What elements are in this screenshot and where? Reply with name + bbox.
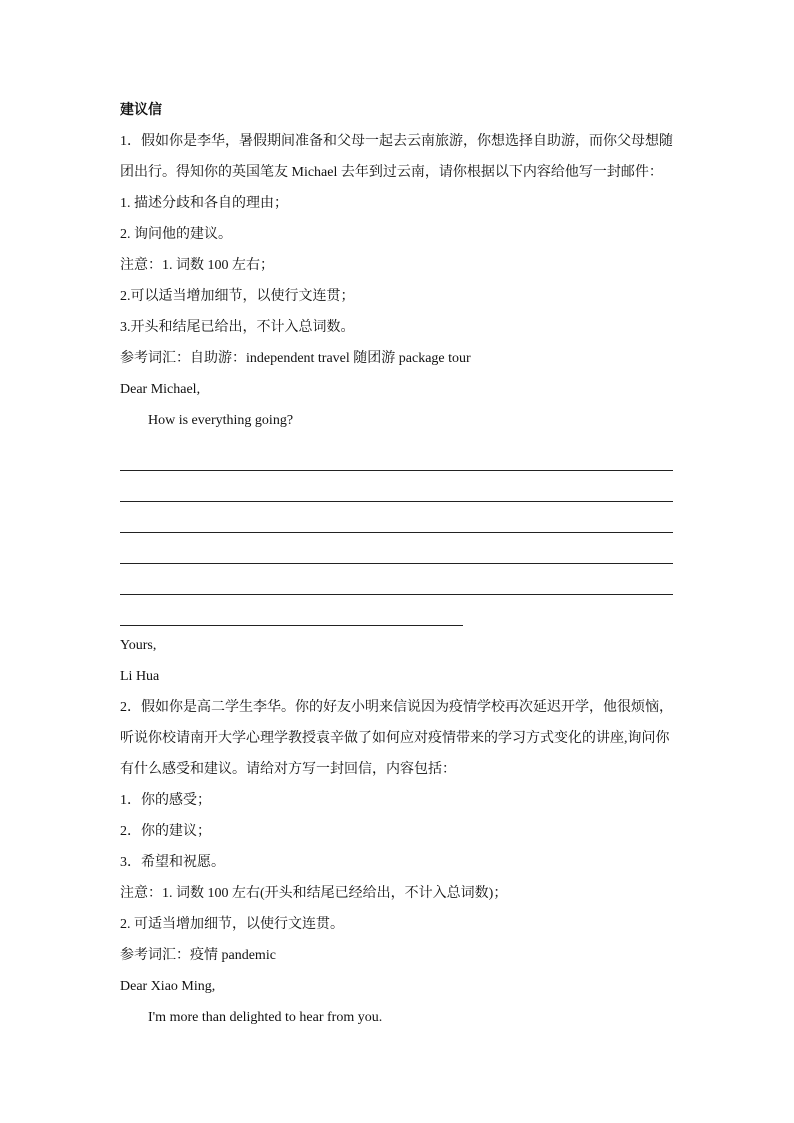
task1-closing: Yours, — [120, 638, 157, 653]
task2-prompt-line3: 有什么感受和建议。请给对方写一封回信，内容包括： — [120, 762, 456, 777]
answer-line-short[interactable] — [120, 595, 463, 626]
task2-point1: 1．你的感受； — [120, 793, 211, 808]
task2-vocab: 参考词汇：疫情 pandemic — [120, 948, 276, 963]
task2-note2: 2. 可适当增加细节，以使行文连贯。 — [120, 917, 344, 932]
task1-prompt-line1: 1．假如你是李华，暑假期间准备和父母一起去云南旅游，你想选择自助游，而你父母想随 — [120, 134, 673, 149]
task1-opening: How is everything going? — [148, 413, 294, 428]
answer-line[interactable] — [120, 533, 673, 564]
task1-answer-lines[interactable] — [120, 440, 673, 626]
task2-point2: 2．你的建议； — [120, 824, 211, 839]
answer-line[interactable] — [120, 502, 673, 533]
task1-signature: Li Hua — [120, 669, 160, 684]
task1-greeting: Dear Michael, — [120, 382, 201, 397]
document-page — [120, 95, 673, 1033]
task2-greeting: Dear Xiao Ming, — [120, 979, 216, 994]
answer-line[interactable] — [120, 564, 673, 595]
task1-vocab: 参考词汇：自助游：independent travel 随团游 package tour — [120, 351, 471, 366]
task2-prompt-line1: 2．假如你是高二学生李华。你的好友小明来信说因为疫情学校再次延迟开学，他很烦恼， — [120, 700, 673, 715]
task2-note1: 注意：1. 词数 100 左右(开头和结尾已经给出，不计入总词数)； — [120, 886, 508, 901]
doc-title: 建议信 — [120, 103, 162, 118]
task2-point3: 3．希望和祝愿。 — [120, 855, 225, 870]
task2-prompt-line2: 听说你校请南开大学心理学教授袁辛做了如何应对疫情带来的学习方式变化的讲座,询问你 — [120, 731, 670, 746]
task1-note3: 3.开头和结尾已给出，不计入总词数。 — [120, 320, 355, 335]
task2-opening: I'm more than delighted to hear from you. — [148, 1010, 383, 1025]
task1-note2: 2.可以适当增加细节，以使行文连贯； — [120, 289, 355, 304]
answer-line[interactable] — [120, 440, 673, 471]
task1-point2: 2. 询问他的建议。 — [120, 227, 232, 242]
task1-prompt-line2: 团出行。得知你的英国笔友 Michael 去年到过云南，请你根据以下内容给他写一封邮件： — [120, 165, 663, 180]
task1-point1: 1. 描述分歧和各自的理由； — [120, 196, 288, 211]
answer-line[interactable] — [120, 471, 673, 502]
task1-note1: 注意：1. 词数 100 左右； — [120, 258, 274, 273]
